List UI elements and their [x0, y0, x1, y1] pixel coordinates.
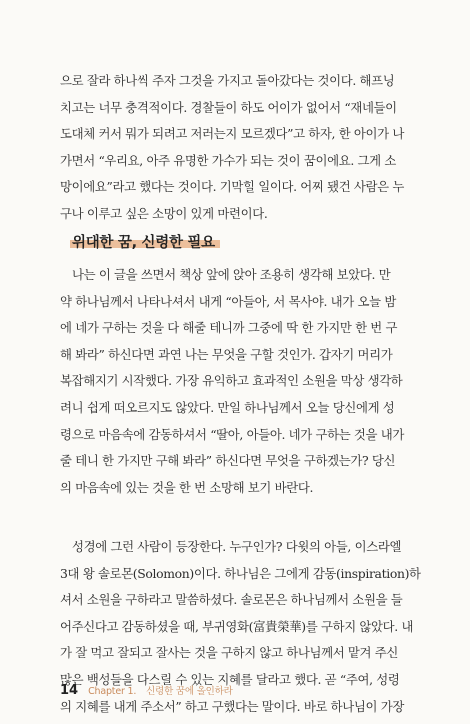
text-line: 가 잘 먹고 잘되고 잘사는 것을 구하지 않고 하나님께서 맡겨 주신: [60, 645, 398, 661]
text-line: 에 네가 구하는 것을 다 해줄 테니까 그중에 딱 한 가지만 한 번 구: [60, 320, 398, 336]
section-heading: 위대한 꿈, 신령한 필요: [72, 235, 215, 251]
text-line: 해 봐라” 하신다면 과연 나는 무엇을 구할 것인가. 갑자기 머리가: [60, 346, 393, 362]
text-line: 복잡해지기 시작했다. 가장 유익하고 효과적인 소원을 막상 생각하: [60, 373, 403, 389]
text-line: 망이에요”라고 했다는 것이다. 기막힐 일이다. 어찌 됐건 사람은 누: [60, 179, 404, 195]
text-line: 어주신다고 감동하셨을 때, 부귀영화(富貴榮華)를 구하지 않았다. 내: [60, 618, 414, 634]
text-line: 가면서 “우리요, 아주 유명한 가수가 되는 것이 꿈이에요. 그게 소: [60, 152, 396, 168]
text-line: 의 지혜를 내게 주소서” 하고 구했다는 말이다. 바로 하나님이 가장: [60, 698, 404, 714]
text-line: 나는 이 글을 쓰면서 책상 앞에 앉아 조용히 생각해 보았다. 만: [72, 267, 391, 282]
text-line: 치고는 너무 충격적이다. 경찰들이 하도 어이가 없어서 “재네들이: [60, 99, 397, 115]
text-line: 구나 이루고 싶은 소망이 있게 마련이다.: [60, 205, 268, 221]
chapter-label: Chapter 1.: [88, 686, 137, 697]
text-line: 려니 쉽게 떠오르지도 않았다. 만일 하나님께서 오늘 당신에게 성: [60, 399, 395, 415]
text-line: 줄 테니 한 가지만 구해 봐라” 하신다면 무엇을 구하겠는가? 당신: [60, 453, 396, 469]
page-number: 14: [60, 683, 79, 698]
text-line: 많은 백성들을 다스릴 수 있는 지혜를 달라고 했다. 곧 “주여, 성령: [60, 671, 400, 687]
text-line: 3대 왕 솔로몬(Solomon)이다. 하나님은 그에게 감동(inspiration)하: [60, 565, 421, 581]
chapter-title: 신령한 꿈에 올인하라: [146, 686, 233, 697]
text-line: 셔서 소원을 구하라고 말씀하셨다. 솔로몬은 하나님께서 소원을 들: [60, 592, 403, 608]
text-line: 도대체 커서 뭐가 되려고 저러는지 모르겠다”고 하자, 한 아이가 나: [60, 126, 404, 142]
text-line: 약 하나님께서 나타나셔서 내게 “아들아, 서 목사야. 내가 오늘 밤: [60, 293, 396, 309]
text-line: 령으로 마음속에 감동하셔서 “딸아, 아들아. 네가 구하는 것을 내가: [60, 426, 404, 442]
text-line: 의 마음속에 있는 것을 한 번 소망해 보기 바란다.: [60, 479, 314, 495]
paragraph-prayer: [60, 262, 438, 501]
text-line: 으로 잘라 하나씩 주자 그것을 가지고 돌아갔다는 것이다. 해프닝: [60, 73, 395, 88]
text-line: 성경에 그런 사람이 등장한다. 누구인가? 다윗의 아들, 이스라엘: [72, 539, 402, 554]
page-footer: [60, 683, 233, 698]
paragraph-intro: [60, 68, 438, 228]
